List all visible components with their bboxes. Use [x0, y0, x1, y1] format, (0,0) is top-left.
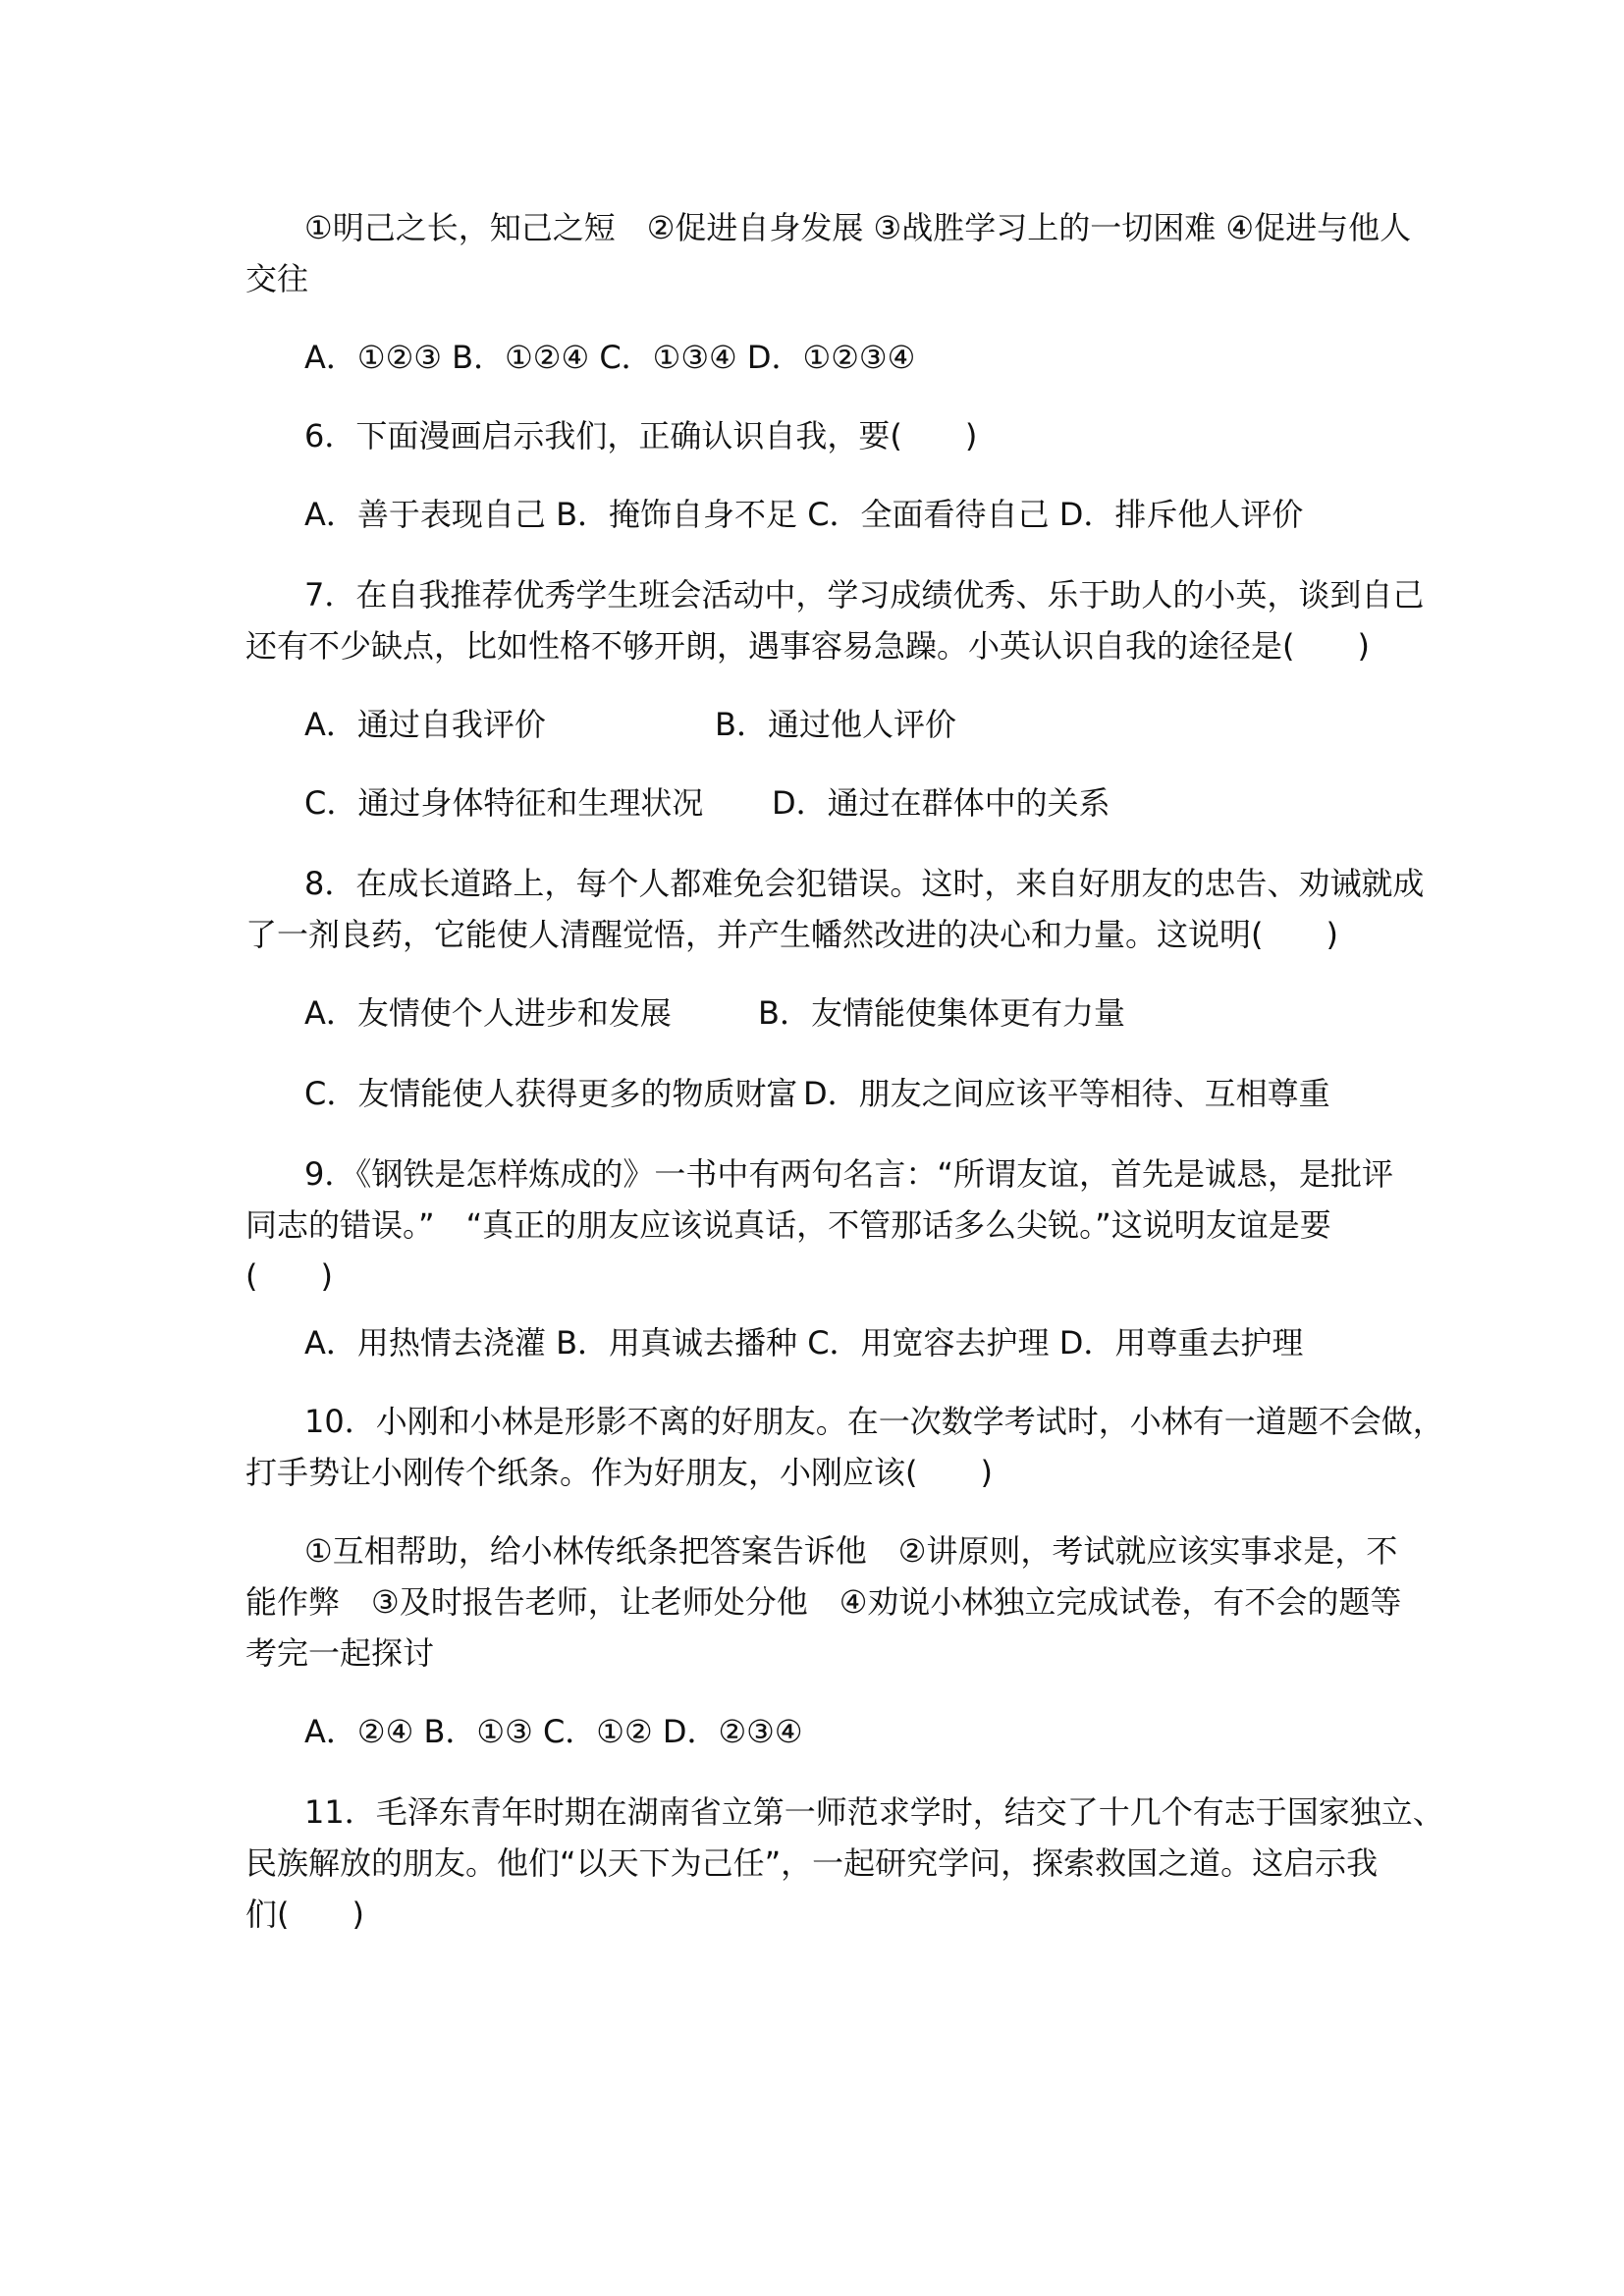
q6-stem: 6．下面漫画启示我们，正确认识自我，要( ) [304, 417, 978, 454]
q6-options: A．善于表现自己 B．掩饰自身不足 C．全面看待自己 D．排斥他人评价 [304, 496, 1304, 533]
q9-stem-line1: 9．《钢铁是怎样炼成的》一书中有两句名言：“所谓友谊，首先是诚恳，是批评 [304, 1155, 1393, 1193]
q8-option-c: C．友情能使人获得更多的物质财富 [304, 1075, 798, 1112]
q7-stem-line1: 7．在自我推荐优秀学生班会活动中，学习成绩优秀、乐于助人的小英，谈到自己 [304, 576, 1425, 614]
q11-stem-line1: 11．毛泽东青年时期在湖南省立第一师范求学时，结交了十几个有志于国家独立、 [304, 1793, 1444, 1831]
q7-option-d: D．通过在群体中的关系 [772, 784, 1110, 822]
q8-stem-line2: 了一剂良药，它能使人清醒觉悟，并产生幡然改进的决心和力量。这说明( ) [245, 916, 1338, 953]
q8-stem-line1: 8．在成长道路上，每个人都难免会犯错误。这时，来自好朋友的忠告、劝诫就成 [304, 865, 1425, 902]
q5-options: A．①②③ B．①②④ C．①③④ D．①②③④ [304, 339, 916, 376]
q10-statement-line3: 考完一起探讨 [245, 1634, 435, 1672]
q9-options: A．用热情去浇灌 B．用真诚去播种 C．用宽容去护理 D．用尊重去护理 [304, 1324, 1304, 1362]
q9-stem-line2: 同志的错误。” “真正的朋友应该说真话，不管那话多么尖锐。”这说明友谊是要 [245, 1206, 1331, 1244]
q7-stem-line2: 还有不少缺点，比如性格不够开朗，遇事容易急躁。小英认识自我的途径是( ) [245, 627, 1370, 665]
q7-option-b: B．通过他人评价 [715, 706, 956, 743]
q10-stem-line1: 10．小刚和小林是形影不离的好朋友。在一次数学考试时，小林有一道题不会做， [304, 1403, 1444, 1440]
q10-statement-line1: ①互相帮助，给小林传纸条把答案告诉他 ②讲原则，考试就应该实事求是，不 [304, 1532, 1398, 1570]
q8-option-b: B．友情能使集体更有力量 [758, 994, 1125, 1032]
q5-statement-line1: ①明己之长，知己之短 ②促进自身发展 ③战胜学习上的一切困难 ④促进与他人 [304, 209, 1412, 246]
q7-option-c: C．通过身体特征和生理状况 [304, 784, 704, 822]
q10-options: A．②④ B．①③ C．①② D．②③④ [304, 1713, 803, 1750]
q8-option-a: A．友情使个人进步和发展 [304, 994, 672, 1032]
q10-statement-line2: 能作弊 ③及时报告老师，让老师处分他 ④劝说小林独立完成试卷，有不会的题等 [245, 1583, 1402, 1621]
q11-stem-line3: 们( ) [245, 1896, 364, 1933]
q5-statement-line2: 交往 [245, 260, 309, 297]
q11-stem-line2: 民族解放的朋友。他们“以天下为己任”，一起研究学问，探索救国之道。这启示我 [245, 1844, 1379, 1882]
q10-stem-line2: 打手势让小刚传个纸条。作为好朋友，小刚应该( ) [245, 1454, 993, 1491]
q7-option-a: A．通过自我评价 [304, 706, 546, 743]
q9-stem-line3: ( ) [245, 1257, 333, 1295]
q8-option-d: D．朋友之间应该平等相待、互相尊重 [803, 1075, 1330, 1112]
